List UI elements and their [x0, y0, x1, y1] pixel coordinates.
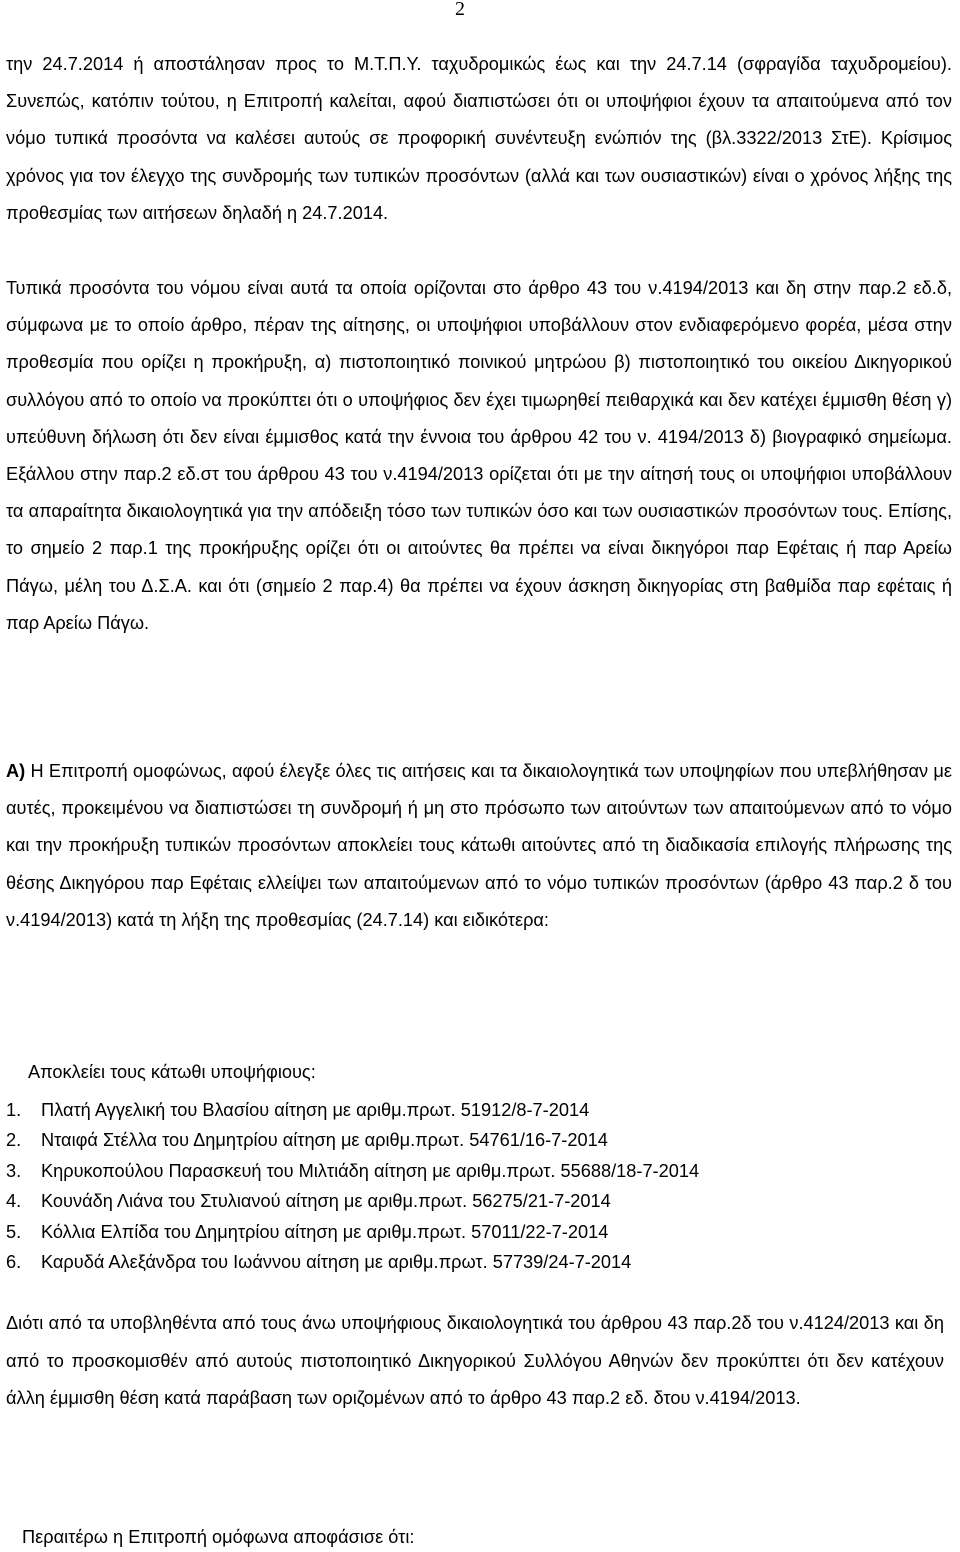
list-item-number: 2. [6, 1130, 22, 1151]
list-item [6, 1186, 699, 1216]
list-item [6, 1125, 699, 1155]
section-label-a: Α) [6, 761, 26, 781]
list-item-text: Καρυδά Αλεξάνδρα του Ιωάννου αίτηση με αριθμ.πρωτ. 57739/24-7-2014 [41, 1252, 632, 1273]
paragraph-formal-qualifications: Τυπικά προσόντα του νόμου είναι αυτά τα οποία ορίζονται στο άρθρο 43 του ν.4194/2013 και δη στην παρ.2 εδ.δ, σύμφωνα με το οποίο άρθρο, πέραν της αίτησης, οι υποψήφιοι υποβάλλουν στον ενδιαφερόμενο φορέα, μέσα στην προθεσμία που ορίζει η προκήρυξη, α) πιστοποιητικό ποινικού μητρώου β) πιστοποιητικό του οικείου Δικηγορικού συλλόγου από το οποίο να προκύπτει ότι ο υποψήφιος δεν έχει τιμωρηθεί πειθαρχικά και δεν κατέχει έμμισθη θέση γ) υπεύθυνη δήλωση ότι δεν είναι έμμισθος κατά την έννοια του άρθρου 42 του ν. 4194/2013 δ) βιογραφικό σημείωμα. Εξάλλου στην παρ.2 εδ.στ του άρθρου 43 του ν.4194/2013 ορίζεται ότι με την αίτησή τους οι υποψήφιοι υποβάλλουν τα απαραίτητα δικαιολογητικά για την απόδειξη τόσο των τυπικών όσο και των ουσιαστικών προσόντων τους. Επίσης, το σημείο 2 παρ.1 της προκήρυξης ορίζει ότι οι αιτούντες θα πρέπει να είναι δικηγόροι παρ Εφέταις ή παρ Αρείω Πάγω, μέλη του Δ.Σ.Α. και ότι (σημείο 2 παρ.4) θα πρέπει να έχουν άσκηση δικηγορίας στη βαθμίδα παρ εφέταις ή παρ Αρείω Πάγω. [6, 278, 952, 633]
paragraph-exclusion-reason: Διότι από τα υποβληθέντα από τους άνω υποψήφιους δικαιολογητικά του άρθρου 43 παρ.2δ του ν.4124/2013 και δη από το προσκομισθέν από αυτούς πιστοποιητικό Δικηγορικού Συλλόγου Αθηνών δεν προκύπτει ότι δεν κατέχουν άλλη έμμισθη θέση κατά παράβαση των οριζομένων από το άρθρο 43 παρ.2 εδ. δτου ν.4194/2013. [6, 1313, 944, 1408]
exclusion-intro: Αποκλείει τους κάτωθι υποψήφιους: [28, 1062, 316, 1082]
list-item-number: 1. [6, 1100, 22, 1120]
paragraph-committee-decision [6, 753, 952, 939]
list-item-number: 3. [6, 1160, 22, 1181]
list-item-number: 5. [6, 1221, 22, 1242]
list-item-text: Κουνάδη Λιάνα του Στυλιανού αίτηση με αριθμ.πρωτ. 56275/21-7-2014 [41, 1191, 611, 1212]
excluded-candidates-list [6, 1095, 699, 1277]
list-item [6, 1095, 699, 1125]
list-item-text: Νταιφά Στέλλα του Δημητρίου αίτηση με αριθμ.πρωτ. 54761/16-7-2014 [41, 1130, 608, 1151]
list-item [6, 1156, 699, 1186]
list-item-text: Πλατή Αγγελική του Βλασίου αίτηση με αριθμ.πρωτ. 51912/8-7-2014 [41, 1100, 590, 1120]
page-number: 2 [455, 0, 465, 20]
paragraph-committee-decision-text: Η Επιτροπή ομοφώνως, αφού έλεγξε όλες τις αιτήσεις και τα δικαιολογητικά των υποψηφίων που υπεβλήθησαν με αυτές, προκειμένου να διαπιστώσει τη συνδρομή ή μη στο πρόσωπο των αιτούντων των απαιτούμενων από το νόμο και την προκήρυξη τυπικών προσόντων αποκλείει τους κάτωθι αιτούντες από τη διαδικασία επιλογής πλήρωσης της θέσης Δικηγόρου παρ Εφέταις ελλείψει των απαιτούμενων από το νόμο τυπικών προσόντων (άρθρο 43 παρ.2 δ του ν.4194/2013) κατά τη λήξη της προθεσμίας (24.7.14) και ειδικότερα: [6, 761, 952, 930]
list-item-text: Κηρυκοπούλου Παρασκευή του Μιλτιάδη αίτηση με αριθμ.πρωτ. 55688/18-7-2014 [41, 1160, 700, 1181]
paragraph-deadline: την 24.7.2014 ή αποστάλησαν προς το Μ.Τ.Π.Υ. ταχυδρομικώς έως και την 24.7.14 (σφραγίδα ταχυδρομείου). Συνεπώς, κατόπιν τούτου, η Επιτροπή καλείται, αφού διαπιστώσει ότι οι υποψήφιοι έχουν τα απαιτούμενα από τον νόμο τυπικά προσόντα να καλέσει αυτούς σε προφορική συνέντευξη ενώπιόν της (βλ.3322/2013 ΣτΕ). Κρίσιμος χρόνος για τον έλεγχο της συνδρομής των τυπικών προσόντων (αλλά και των ουσιαστικών) είναι ο χρόνος λήξης της προθεσμίας των αιτήσεων δηλαδή η 24.7.2014. [6, 54, 952, 223]
list-item [6, 1247, 699, 1277]
list-item-number: 6. [6, 1252, 22, 1273]
list-item-number: 4. [6, 1191, 22, 1212]
list-item [6, 1217, 699, 1247]
closing-line: Περαιτέρω η Επιτροπή ομόφωνα αποφάσισε ότι: [22, 1527, 415, 1547]
list-item-text: Κόλλια Ελπίδα του Δημητρίου αίτηση με αριθμ.πρωτ. 57011/22-7-2014 [41, 1221, 609, 1242]
